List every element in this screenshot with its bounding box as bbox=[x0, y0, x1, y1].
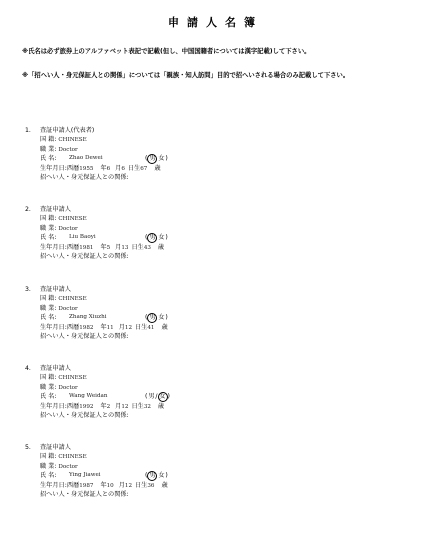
occupation-value: Doctor bbox=[58, 384, 78, 391]
gender-male: 男 bbox=[148, 393, 155, 401]
age-label: 歳 bbox=[157, 243, 165, 251]
nationality-value: CHINESE bbox=[58, 296, 87, 303]
birth-year-value: 1982 bbox=[79, 324, 94, 331]
gender-female: 女 bbox=[158, 314, 165, 322]
month-label: 月 bbox=[118, 323, 125, 331]
applicant-heading: 査証申請人(代表者) bbox=[40, 127, 95, 134]
page-title: 申請人名簿 bbox=[168, 16, 263, 29]
relation-label: 招へい人・身元保証人との関係: bbox=[40, 332, 129, 340]
occupation-row bbox=[25, 224, 325, 233]
nationality-value: CHINESE bbox=[58, 137, 87, 144]
applicant-number: 4. bbox=[25, 365, 31, 372]
applicant-number: 1. bbox=[25, 127, 31, 134]
occupation-label: 職 業: bbox=[40, 383, 57, 391]
applicant-heading-row bbox=[25, 205, 325, 214]
birth-prefix-label: 生年月日:西暦 bbox=[40, 402, 80, 410]
applicant-entry bbox=[25, 205, 325, 261]
birth-month-value: 10 bbox=[106, 482, 114, 489]
birth-month-value: 11 bbox=[106, 324, 114, 331]
gender-female: 女 bbox=[158, 234, 165, 242]
relation-row bbox=[25, 490, 325, 499]
name-label: 氏 名: bbox=[40, 155, 57, 163]
day-label: 日生 bbox=[131, 402, 144, 410]
day-label: 日生 bbox=[135, 481, 148, 489]
birth-prefix-label: 生年月日:西暦 bbox=[40, 164, 80, 172]
occupation-value: Doctor bbox=[58, 305, 78, 312]
nationality-label: 国 籍: bbox=[40, 215, 57, 223]
applicant-heading: 査証申請人 bbox=[40, 365, 71, 372]
applicant-number: 2. bbox=[25, 206, 31, 213]
age-label: 歳 bbox=[154, 164, 161, 172]
birth-day-value: 12 bbox=[124, 324, 133, 331]
day-label: 日生 bbox=[127, 164, 141, 172]
birthdate-row bbox=[25, 243, 325, 252]
applicant-number: 5. bbox=[25, 444, 31, 451]
name-value: Liu Baoyi bbox=[69, 234, 96, 241]
applicant-entry bbox=[25, 285, 325, 341]
name-value: Ying Jiawei bbox=[69, 472, 101, 479]
month-label: 月 bbox=[115, 402, 122, 410]
birth-day-value: 12 bbox=[124, 482, 133, 489]
day-label: 日生 bbox=[131, 243, 144, 251]
gender-female: 女 bbox=[158, 472, 165, 480]
birthdate-row bbox=[25, 481, 325, 490]
gender-male: 男 bbox=[149, 472, 156, 480]
birth-year-value: 1955 bbox=[79, 165, 94, 172]
occupation-row bbox=[25, 145, 325, 154]
applicant-entry bbox=[25, 364, 325, 420]
age-value: 32 bbox=[143, 403, 151, 410]
relation-row bbox=[25, 332, 325, 341]
age-label: 歳 bbox=[157, 402, 165, 410]
gender-female: 女 bbox=[159, 393, 166, 401]
birth-year-value: 1992 bbox=[79, 403, 94, 410]
age-value: 67 bbox=[140, 165, 148, 172]
nationality-label: 国 籍: bbox=[40, 136, 57, 144]
name-label: 氏 名: bbox=[40, 314, 57, 322]
occupation-label: 職 業: bbox=[40, 462, 57, 470]
birth-day-value: 12 bbox=[121, 403, 129, 410]
relation-row bbox=[25, 252, 325, 261]
name-label: 氏 名: bbox=[40, 393, 57, 401]
birth-month-value: 5 bbox=[106, 244, 111, 251]
birth-year-value: 1987 bbox=[79, 482, 94, 489]
name-value: Zhang Xiuzhi bbox=[69, 314, 107, 321]
year-label: 年 bbox=[100, 481, 107, 489]
relation-label: 招へい人・身元保証人との関係: bbox=[40, 173, 129, 181]
nationality-row bbox=[25, 294, 325, 303]
relation-label: 招へい人・身元保証人との関係: bbox=[40, 490, 129, 498]
birth-prefix-label: 生年月日:西暦 bbox=[40, 481, 80, 489]
occupation-value: Doctor bbox=[58, 225, 78, 232]
birthdate-row bbox=[25, 323, 325, 332]
nationality-label: 国 籍: bbox=[40, 295, 57, 303]
birth-year-value: 1981 bbox=[79, 244, 94, 251]
instruction-note-relation: ※「招へい人・身元保証人との関係」については「親族・知人訪問」目的で招へいされる場合のみ記載して下さい。 bbox=[22, 72, 350, 79]
name-row bbox=[25, 233, 325, 242]
day-label: 日生 bbox=[135, 323, 148, 331]
birthdate-row bbox=[25, 402, 325, 411]
applicant-entry bbox=[25, 126, 325, 182]
applicant-heading: 査証申請人 bbox=[40, 444, 71, 451]
applicant-entry bbox=[25, 443, 325, 499]
relation-label: 招へい人・身元保証人との関係: bbox=[40, 252, 129, 260]
gender-male: 男 bbox=[149, 314, 156, 322]
name-label: 氏 名: bbox=[40, 234, 57, 242]
nationality-row bbox=[25, 214, 325, 223]
month-label: 月 bbox=[115, 243, 122, 251]
birth-prefix-label: 生年月日:西暦 bbox=[40, 243, 80, 251]
nationality-value: CHINESE bbox=[58, 454, 87, 461]
birth-prefix-label: 生年月日:西暦 bbox=[40, 323, 80, 331]
gender-selection: ( 男 女) bbox=[145, 155, 168, 163]
name-value: Wang Weidan bbox=[69, 393, 108, 400]
birth-day-value: 6 bbox=[121, 165, 125, 172]
nationality-label: 国 籍: bbox=[40, 374, 57, 382]
year-label: 年 bbox=[100, 164, 107, 172]
occupation-row bbox=[25, 304, 325, 313]
applicant-number: 3. bbox=[25, 286, 31, 293]
year-label: 年 bbox=[100, 402, 107, 410]
age-label: 歳 bbox=[161, 323, 168, 331]
nationality-label: 国 籍: bbox=[40, 453, 57, 461]
relation-row bbox=[25, 411, 325, 420]
gender-male: 男 bbox=[149, 155, 156, 163]
year-label: 年 bbox=[100, 243, 107, 251]
gender-male: 男 bbox=[149, 234, 156, 242]
relation-row bbox=[25, 173, 325, 182]
gender-selection: ( 男 女) bbox=[145, 234, 168, 242]
age-label: 歳 bbox=[161, 481, 168, 489]
occupation-row bbox=[25, 462, 325, 471]
nationality-row bbox=[25, 135, 325, 144]
applicant-heading-row bbox=[25, 285, 325, 294]
name-row bbox=[25, 313, 325, 322]
instruction-note-name: ※氏名は必ず旅券上のアルファベット表記で記載(但し、中国国籍者については漢字記載)して下さい。 bbox=[22, 48, 311, 55]
birth-day-value: 13 bbox=[121, 244, 129, 251]
gender-selection: ( 男 女) bbox=[145, 472, 168, 480]
applicant-heading-row bbox=[25, 443, 325, 452]
birth-month-value: 6 bbox=[106, 165, 111, 172]
applicant-heading-row bbox=[25, 364, 325, 373]
occupation-label: 職 業: bbox=[40, 145, 57, 153]
name-row bbox=[25, 154, 325, 163]
year-label: 年 bbox=[100, 323, 107, 331]
applicant-heading-row bbox=[25, 126, 325, 135]
nationality-value: CHINESE bbox=[58, 216, 87, 223]
nationality-row bbox=[25, 373, 325, 382]
age-value: 43 bbox=[143, 244, 151, 251]
occupation-value: Doctor bbox=[58, 146, 78, 153]
name-value: Zhao Dewei bbox=[69, 155, 103, 162]
occupation-value: Doctor bbox=[58, 463, 78, 470]
birthdate-row bbox=[25, 164, 325, 173]
occupation-row bbox=[25, 383, 325, 392]
relation-label: 招へい人・身元保証人との関係: bbox=[40, 411, 129, 419]
nationality-value: CHINESE bbox=[58, 375, 87, 382]
applicant-heading: 査証申請人 bbox=[40, 206, 71, 213]
age-value: 36 bbox=[147, 482, 155, 489]
name-row bbox=[25, 392, 325, 401]
name-row bbox=[25, 471, 325, 480]
age-value: 41 bbox=[147, 324, 155, 331]
occupation-label: 職 業: bbox=[40, 224, 57, 232]
occupation-label: 職 業: bbox=[40, 304, 57, 312]
name-label: 氏 名: bbox=[40, 472, 57, 480]
month-label: 月 bbox=[118, 481, 125, 489]
gender-female: 女 bbox=[158, 155, 165, 163]
nationality-row bbox=[25, 452, 325, 461]
birth-month-value: 2 bbox=[106, 403, 111, 410]
month-label: 月 bbox=[115, 164, 122, 172]
gender-selection: (男/ 女 ) bbox=[145, 393, 170, 401]
applicant-heading: 査証申請人 bbox=[40, 286, 71, 293]
gender-selection: ( 男 女) bbox=[145, 314, 168, 322]
